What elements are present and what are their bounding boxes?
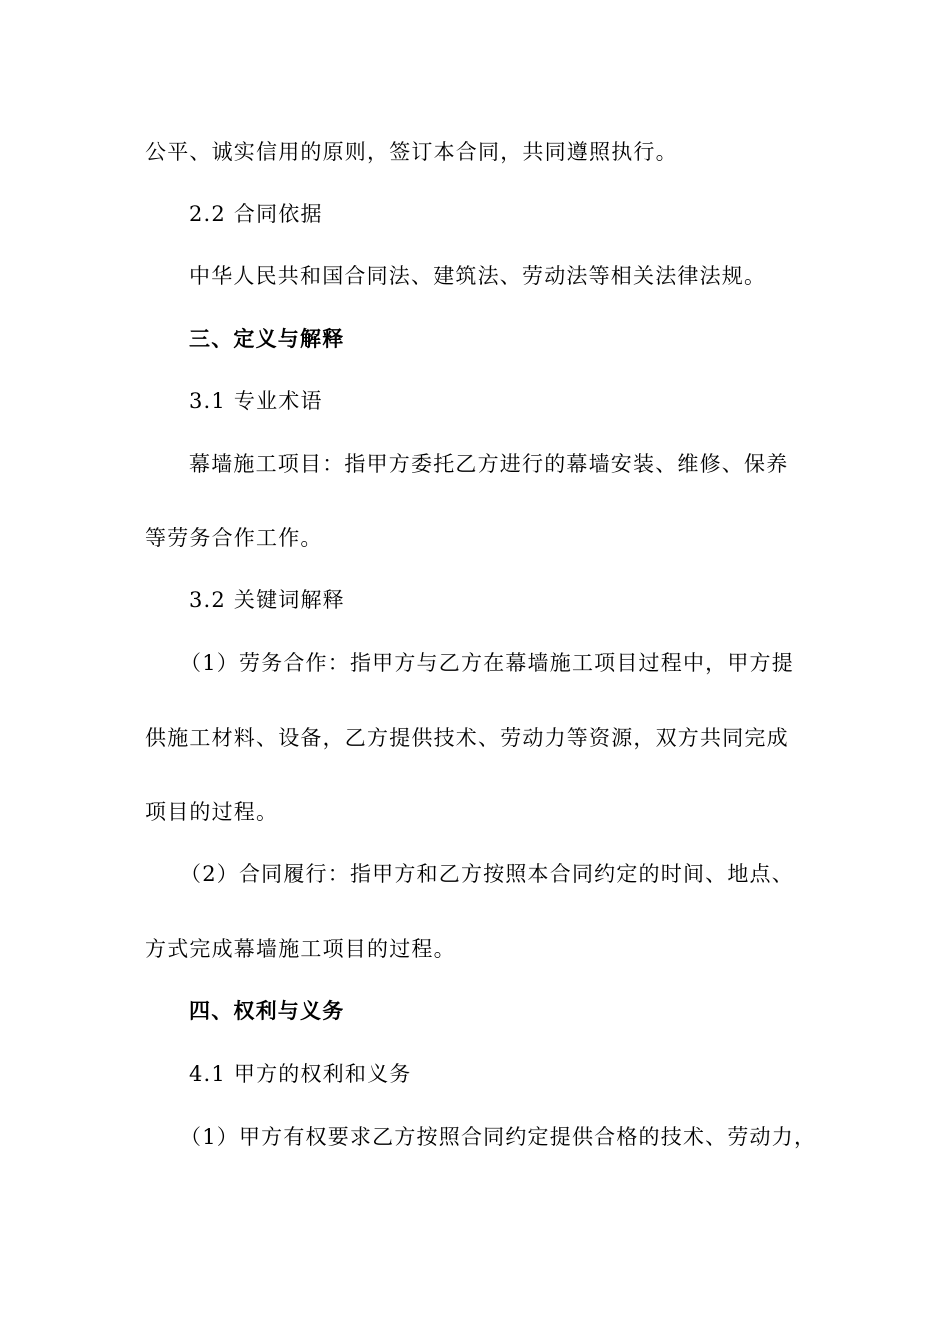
list-item: （1）甲方有权要求乙方按照合同约定提供合格的技术、劳动力，: [180, 1125, 817, 1149]
list-item: （2）合同履行：指甲方和乙方按照本合同约定的时间、地点、: [180, 862, 794, 886]
subsection-title: 2.2 合同依据: [189, 202, 323, 226]
list-item-continuation: 项目的过程。: [145, 800, 279, 824]
subsection-title: 3.1 专业术语: [189, 389, 323, 413]
subsection-title: 4.1 甲方的权利和义务: [189, 1062, 412, 1086]
section-heading: 三、定义与解释: [189, 327, 345, 351]
subsection-title: 3.2 关键词解释: [189, 588, 345, 612]
list-item: （1）劳务合作：指甲方与乙方在幕墙施工项目过程中，甲方提: [180, 651, 794, 675]
paragraph: 中华人民共和国合同法、建筑法、劳动法等相关法律法规。: [189, 264, 767, 288]
list-item-continuation: 方式完成幕墙施工项目的过程。: [145, 937, 456, 961]
paragraph: 幕墙施工项目：指甲方委托乙方进行的幕墙安装、维修、保养: [189, 452, 789, 476]
paragraph-continuation: 等劳务合作工作。: [145, 526, 323, 550]
section-heading: 四、权利与义务: [189, 999, 345, 1023]
paragraph-continuation: 公平、诚实信用的原则，签订本合同，共同遵照执行。: [145, 140, 678, 164]
list-item-continuation: 供施工材料、设备，乙方提供技术、劳动力等资源，双方共同完成: [145, 726, 789, 750]
